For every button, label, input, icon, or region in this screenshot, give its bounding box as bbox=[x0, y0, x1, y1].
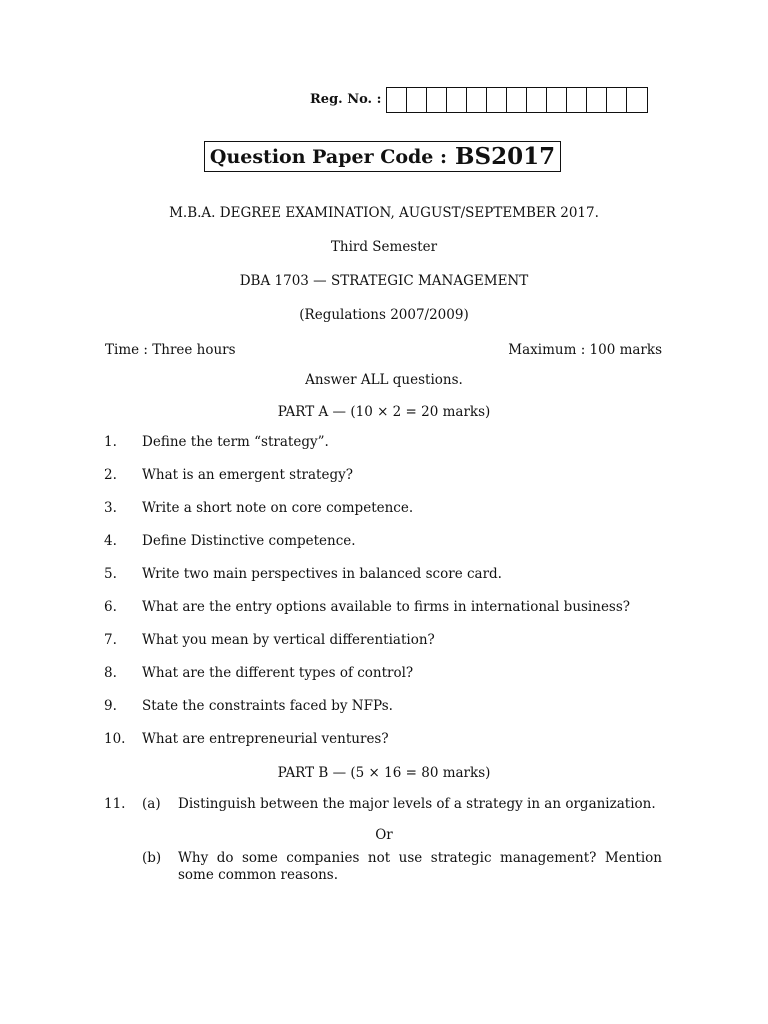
question-text: Define Distinctive competence. bbox=[142, 533, 356, 549]
reg-no-digit-box[interactable] bbox=[567, 88, 587, 112]
question-text: What is an emergent strategy? bbox=[142, 467, 353, 483]
regulations: (Regulations 2007/2009) bbox=[299, 307, 469, 323]
time-marks-row bbox=[105, 342, 662, 358]
question-text: Define the term “strategy”. bbox=[142, 434, 329, 450]
reg-no-digit-box[interactable] bbox=[407, 88, 427, 112]
reg-no-digit-box[interactable] bbox=[627, 88, 647, 112]
question-number: 7. bbox=[104, 632, 117, 648]
question-number: 10. bbox=[104, 731, 126, 747]
question-number: 5. bbox=[104, 566, 117, 582]
question-number: 2. bbox=[104, 467, 117, 483]
instruction: Answer ALL questions. bbox=[305, 372, 463, 388]
question-number: 8. bbox=[104, 665, 117, 681]
reg-no-digit-box[interactable] bbox=[547, 88, 567, 112]
sub-question-text: Why do some companies not use strategic management? Mention some common reasons. bbox=[178, 850, 662, 883]
sub-question-text: Distinguish between the major levels of a strategy in an organization. bbox=[178, 796, 656, 812]
part-b-heading: PART B — (5 × 16 = 80 marks) bbox=[277, 765, 491, 781]
reg-no-digit-box[interactable] bbox=[467, 88, 487, 112]
subject-title: DBA 1703 — STRATEGIC MANAGEMENT bbox=[239, 273, 529, 289]
question-text: What are the entry options available to firms in international business? bbox=[142, 599, 631, 615]
question-text: What you mean by vertical differentiation? bbox=[142, 632, 435, 648]
question-paper-code-label: Question Paper Code : bbox=[209, 145, 448, 168]
reg-no-digit-box[interactable] bbox=[607, 88, 627, 112]
sub-question-label: (a) bbox=[142, 796, 161, 812]
reg-no-label: Reg. No. : bbox=[310, 92, 382, 107]
reg-no-digit-box[interactable] bbox=[387, 88, 407, 112]
question-text: Write a short note on core competence. bbox=[142, 500, 414, 516]
or-separator: Or bbox=[375, 827, 393, 843]
question-text: What are entrepreneurial ventures? bbox=[142, 731, 389, 747]
reg-no-digit-box[interactable] bbox=[427, 88, 447, 112]
reg-no-digit-box[interactable] bbox=[587, 88, 607, 112]
question-number: 1. bbox=[104, 434, 117, 450]
semester: Third Semester bbox=[330, 239, 438, 255]
question-text: State the constraints faced by NFPs. bbox=[142, 698, 393, 714]
question-number: 6. bbox=[104, 599, 117, 615]
question-paper-code: BS2017 bbox=[455, 143, 556, 170]
reg-no-boxes[interactable] bbox=[386, 87, 648, 113]
maximum-marks: Maximum : 100 marks bbox=[508, 342, 662, 358]
question-number: 11. bbox=[104, 796, 126, 812]
question-number: 9. bbox=[104, 698, 117, 714]
question-number: 4. bbox=[104, 533, 117, 549]
reg-no-digit-box[interactable] bbox=[507, 88, 527, 112]
question-number: 3. bbox=[104, 500, 117, 516]
question-paper-code-box bbox=[204, 141, 561, 172]
reg-no-digit-box[interactable] bbox=[487, 88, 507, 112]
question-text: Write two main perspectives in balanced score card. bbox=[142, 566, 502, 582]
reg-no-digit-box[interactable] bbox=[527, 88, 547, 112]
time-allowed: Time : Three hours bbox=[105, 342, 236, 358]
sub-question-label: (b) bbox=[142, 850, 162, 866]
reg-no-digit-box[interactable] bbox=[447, 88, 467, 112]
part-a-heading: PART A — (10 × 2 = 20 marks) bbox=[277, 404, 491, 420]
question-text: What are the different types of control? bbox=[142, 665, 414, 681]
exam-title: M.B.A. DEGREE EXAMINATION, AUGUST/SEPTEMBER 2017. bbox=[169, 205, 599, 221]
